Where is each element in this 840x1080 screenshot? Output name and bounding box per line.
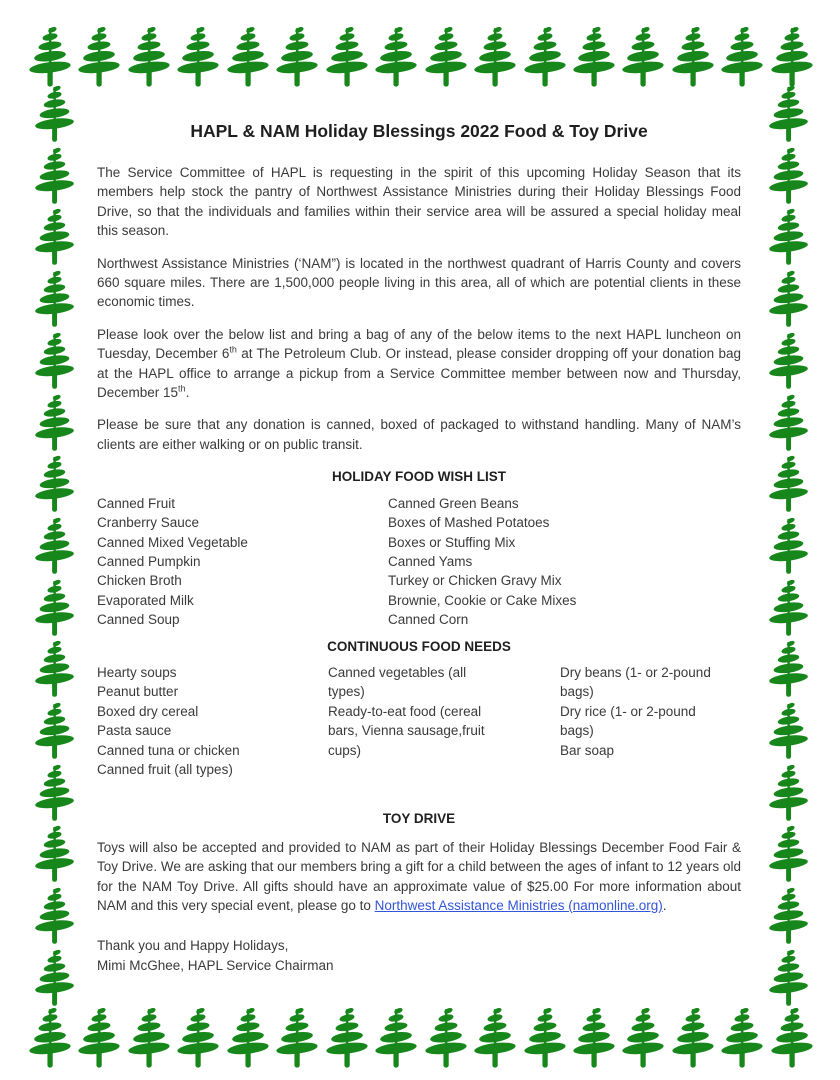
list-item: Ready-to-eat food (cereal bars, Vienna sausage,fruit cups) (328, 703, 485, 758)
pine-tree-icon (174, 25, 222, 89)
pine-tree-icon (273, 25, 321, 89)
pine-tree-icon (761, 516, 816, 576)
list-item: Brownie, Cookie or Cake Mixes (388, 592, 577, 608)
pine-tree-icon (718, 25, 766, 89)
pine-tree-icon (761, 454, 816, 514)
list-item: Dry beans (1- or 2-pound bags) (560, 664, 711, 700)
donation-instructions-paragraph (97, 325, 741, 403)
pine-tree-icon (761, 701, 816, 761)
pine-tree-icon (372, 1006, 420, 1070)
closing-signature (97, 936, 741, 975)
pine-tree-icon (27, 516, 82, 576)
list-item: Canned vegetables (all types) (328, 664, 467, 700)
pine-tree-icon (718, 1006, 766, 1070)
list-item: Canned Mixed Vegetable (97, 534, 248, 550)
list-item: Canned tuna or chicken (97, 742, 240, 758)
pine-tree-icon (27, 84, 82, 144)
pine-tree-icon (761, 146, 816, 206)
list-item: Boxed dry cereal (97, 703, 199, 719)
ordinal-superscript: th (178, 383, 186, 394)
list-item: Bar soap (560, 742, 615, 758)
pine-tree-icon (26, 25, 74, 89)
pine-tree-icon (27, 639, 82, 699)
pine-tree-icon (372, 25, 420, 89)
holiday-wish-list (97, 494, 741, 630)
page-title: HAPL & NAM Holiday Blessings 2022 Food & Toy Drive (190, 121, 648, 141)
list-item: Canned Green Beans (388, 495, 519, 511)
paragraph-text: . (662, 898, 667, 913)
list-item: Pasta sauce (97, 723, 172, 739)
pine-tree-icon (471, 1006, 519, 1070)
pine-tree-icon (26, 1006, 74, 1070)
closing-line: Mimi McGhee, HAPL Service Chairman (97, 957, 334, 973)
pine-tree-icon (768, 25, 816, 89)
continuous-column-3 (560, 663, 741, 779)
list-item: Chicken Broth (97, 573, 182, 589)
paragraph-text: Please look over the below list and bring a bag of any of the below items to the next HAPL luncheon on Tuesday, December 6 (97, 326, 741, 362)
list-item: Canned Yams (388, 553, 473, 569)
closing-line: Thank you and Happy Holidays, (97, 938, 289, 954)
pine-tree-icon (27, 701, 82, 761)
pine-tree-icon (761, 331, 816, 391)
continuous-needs-heading: CONTINUOUS FOOD NEEDS (327, 638, 511, 654)
pine-tree-icon (27, 763, 82, 823)
pine-tree-icon (768, 1006, 816, 1070)
list-item: Hearty soups (97, 664, 177, 680)
pine-tree-icon (224, 25, 272, 89)
pine-tree-icon (761, 393, 816, 453)
pine-tree-icon (27, 393, 82, 453)
list-item: Evaporated Milk (97, 592, 194, 608)
pine-tree-icon (323, 25, 371, 89)
list-item: Boxes of Mashed Potatoes (388, 515, 550, 531)
list-item: Canned Pumpkin (97, 553, 201, 569)
pine-tree-icon (323, 1006, 371, 1070)
pine-tree-icon (27, 948, 82, 1008)
intro-paragraph: The Service Committee of HAPL is requesting in the spirit of this upcoming Holiday Season that its members help stock the pantry of Northwest Assistance Ministries during their Holiday Blessings Food Drive, so that the individuals and families within their service area will be assured a special holiday meal this season. (97, 165, 741, 239)
pine-tree-icon (619, 25, 667, 89)
pine-tree-icon (761, 269, 816, 329)
pine-tree-icon (669, 1006, 717, 1070)
wish-list-column-1 (97, 494, 388, 630)
pine-tree-icon (669, 25, 717, 89)
list-item: Cranberry Sauce (97, 515, 200, 531)
pine-tree-icon (761, 948, 816, 1008)
pine-tree-icon (27, 886, 82, 946)
toy-drive-heading: TOY DRIVE (382, 811, 456, 827)
paragraph-text: . (185, 385, 190, 401)
tree-border-bottom (26, 1006, 816, 1070)
ordinal-superscript: th (229, 344, 237, 355)
pine-tree-icon (174, 1006, 222, 1070)
pine-tree-icon (27, 331, 82, 391)
list-item: Canned Soup (97, 612, 180, 628)
pine-tree-icon (761, 639, 816, 699)
pine-tree-icon (27, 269, 82, 329)
list-item: Peanut butter (97, 684, 179, 700)
pine-tree-icon (521, 25, 569, 89)
pine-tree-icon (27, 454, 82, 514)
pine-tree-icon (125, 25, 173, 89)
list-item: Canned Corn (388, 612, 469, 628)
pine-tree-icon (422, 25, 470, 89)
packaging-note-paragraph: Please be sure that any donation is canned, boxed of packaged to withstand handling. Many of NAM’s clients are either walking or on public transit. (97, 417, 741, 452)
paragraph-text: at The Petroleum Club. Or instead, please consider dropping off your donation bag at the HAPL office to arrange a pickup from a Service Committee member between now and Thursday, December 15 (97, 346, 741, 401)
pine-tree-icon (761, 207, 816, 267)
list-item: Turkey or Chicken Gravy Mix (388, 573, 562, 589)
pine-tree-icon (75, 1006, 123, 1070)
wish-list-heading: HOLIDAY FOOD WISH LIST (331, 469, 506, 485)
pine-tree-icon (761, 824, 816, 884)
pine-tree-icon (471, 25, 519, 89)
pine-tree-icon (224, 1006, 272, 1070)
nam-website-link[interactable]: Northwest Assistance Ministries (namonline.org) (374, 898, 663, 913)
pine-tree-icon (521, 1006, 569, 1070)
continuous-column-2 (328, 663, 560, 779)
continuous-column-1 (97, 663, 328, 779)
pine-tree-icon (761, 886, 816, 946)
pine-tree-icon (27, 207, 82, 267)
wish-list-column-2 (388, 494, 741, 630)
pine-tree-icon (761, 763, 816, 823)
pine-tree-icon (273, 1006, 321, 1070)
pine-tree-icon (761, 84, 816, 144)
pine-tree-icon (761, 578, 816, 638)
nam-description-paragraph: Northwest Assistance Ministries (‘NAM”) is located in the northwest quadrant of Harris County and covers 660 square miles. There are 1,500,000 people living in this area, all of which are potential clients in these economic times. (97, 255, 741, 310)
list-item: Canned fruit (all types) (97, 761, 233, 777)
tree-border-left (25, 84, 83, 1008)
toy-drive-paragraph (97, 838, 741, 916)
flyer-content (97, 120, 741, 975)
list-item: Canned Fruit (97, 495, 176, 511)
tree-border-right (759, 84, 817, 1008)
pine-tree-icon (27, 146, 82, 206)
paragraph-text: Toys will also be accepted and provided to NAM as part of their Holiday Blessings December Food Fair & Toy Drive. We are asking that our members bring a gift for a child between the ages of infant to 12 years old for the NAM Toy Drive. All gifts should have an approximate value of $25.00 For more information about NAM and this very special event, please go to (97, 839, 741, 913)
pine-tree-icon (125, 1006, 173, 1070)
pine-tree-icon (570, 1006, 618, 1070)
list-item: Boxes or Stuffing Mix (388, 534, 516, 550)
pine-tree-icon (27, 578, 82, 638)
tree-border-top (26, 25, 816, 89)
list-item: Dry rice (1- or 2-pound bags) (560, 703, 696, 739)
pine-tree-icon (570, 25, 618, 89)
pine-tree-icon (422, 1006, 470, 1070)
pine-tree-icon (75, 25, 123, 89)
continuous-needs-list (97, 663, 741, 779)
pine-tree-icon (27, 824, 82, 884)
pine-tree-icon (619, 1006, 667, 1070)
